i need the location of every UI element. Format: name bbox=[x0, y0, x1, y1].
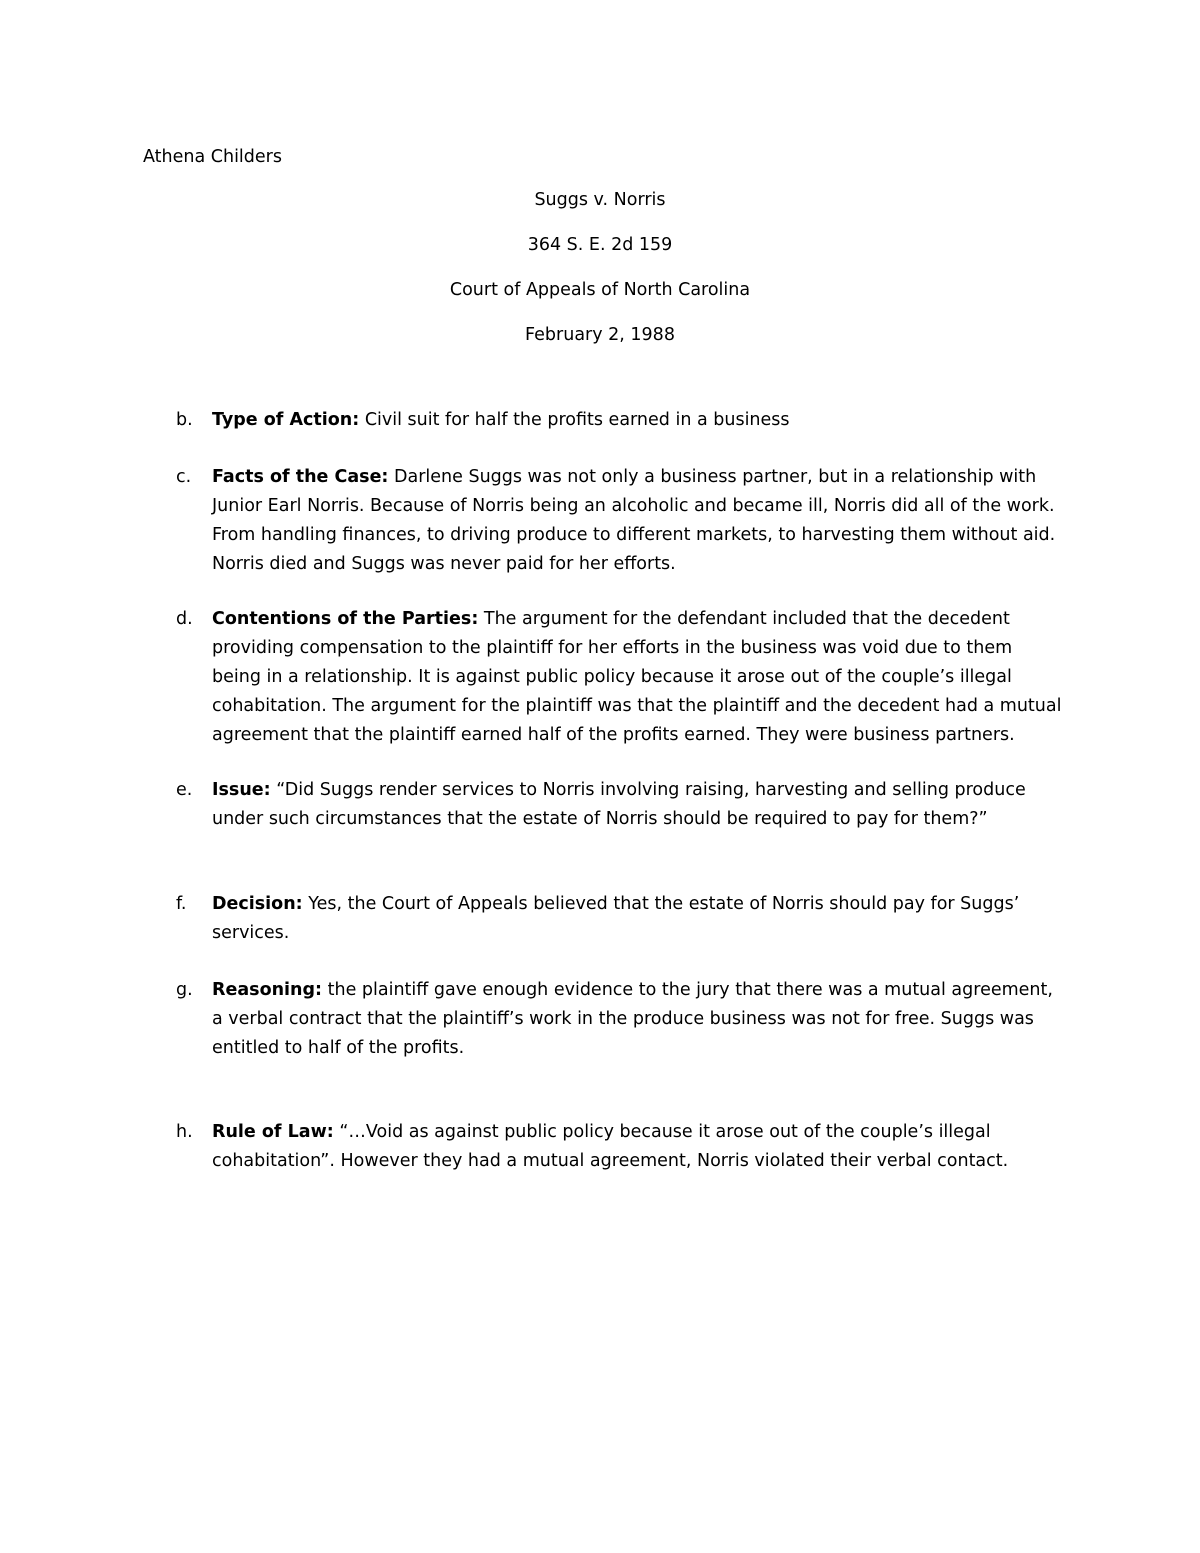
section-label: Issue: bbox=[212, 780, 271, 800]
section-text: “…Void as against public policy because it arose out of the couple’s illegal cohabitation”. However they had a mutual agreement, Norris violated their verbal contact. bbox=[212, 1122, 1009, 1171]
decision-date: February 2, 1988 bbox=[525, 325, 675, 345]
section-marker: c. bbox=[176, 467, 192, 487]
section-label: Contentions of the Parties: bbox=[212, 609, 479, 629]
section-marker: h. bbox=[176, 1122, 193, 1142]
court-name: Court of Appeals of North Carolina bbox=[449, 280, 751, 300]
section-text: the plaintiff gave enough evidence to the jury that there was a mutual agreement, a verbal contract that the plaintiff’s work in the produce business was not for free. Suggs was entitled to half of the profits. bbox=[212, 980, 1053, 1058]
section-label: Rule of Law: bbox=[212, 1122, 334, 1142]
section-text: Darlene Suggs was not only a business partner, but in a relationship with Junior Earl Norris. Because of Norris being an alcoholic and became ill, Norris did all of the work. From handling finances, to driving produce to different markets, to harvesting them without aid. Norris died and Suggs was never paid for her efforts. bbox=[212, 467, 1056, 574]
section-body bbox=[212, 776, 1066, 834]
section-label: Reasoning: bbox=[212, 980, 323, 1000]
section-marker: d. bbox=[176, 609, 193, 629]
section-label: Type of Action: bbox=[212, 410, 360, 430]
case-name: Suggs v. Norris bbox=[534, 190, 666, 210]
section-body bbox=[212, 605, 1066, 750]
section-marker: f. bbox=[176, 894, 187, 914]
section-marker: b. bbox=[176, 410, 193, 430]
section-body bbox=[212, 976, 1066, 1063]
section-text: Civil suit for half the profits earned in a business bbox=[364, 410, 790, 430]
section-label: Decision: bbox=[212, 894, 303, 914]
section-body bbox=[212, 406, 1066, 435]
section-text: The argument for the defendant included that the decedent providing compensation to the plaintiff for her efforts in the business was void due to them being in a relationship. It is against public policy because it arose out of the couple’s illegal cohabitation. The argument for the plaintiff was that the plaintiff and the decedent had a mutual agreement that the plaintiff earned half of the profits earned. They were business partners. bbox=[212, 609, 1062, 745]
section-body bbox=[212, 463, 1066, 579]
section-marker: g. bbox=[176, 980, 193, 1000]
section-text: Yes, the Court of Appeals believed that the estate of Norris should pay for Suggs’ services. bbox=[212, 894, 1020, 943]
case-citation: 364 S. E. 2d 159 bbox=[527, 235, 673, 255]
section-body bbox=[212, 890, 1066, 948]
section-label: Facts of the Case: bbox=[212, 467, 389, 487]
section-body bbox=[212, 1118, 1066, 1176]
author-name: Athena Childers bbox=[143, 147, 282, 167]
section-text: “Did Suggs render services to Norris involving raising, harvesting and selling produce under such circumstances that the estate of Norris should be required to pay for them?” bbox=[212, 780, 1026, 829]
section-marker: e. bbox=[176, 780, 193, 800]
